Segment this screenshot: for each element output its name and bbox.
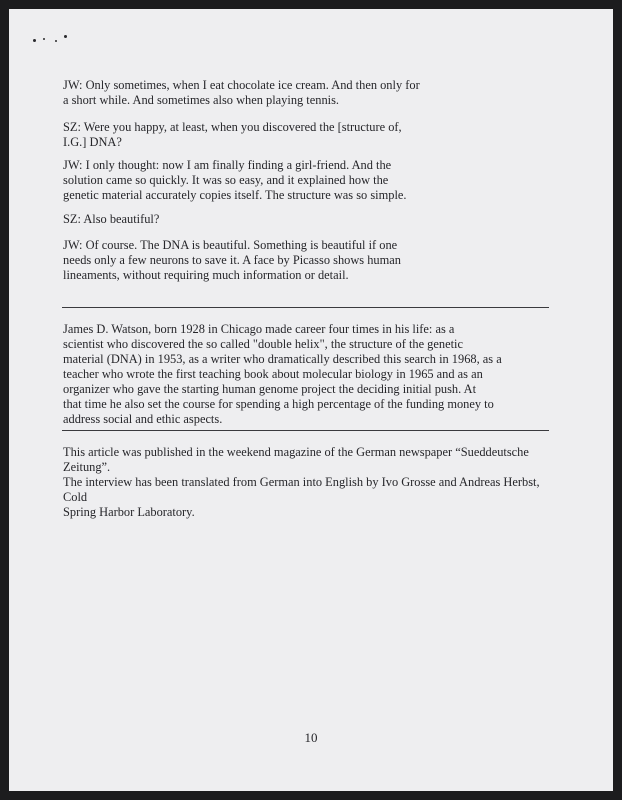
interview-paragraph: JW: Of course. The DNA is beautiful. Something is beautiful if one needs only a few neurons to save it. A face by Picasso shows human lineaments, without requiring much information or detail. [63, 238, 401, 282]
publication-note: This article was published in the weekend magazine of the German newspaper “Sueddeutsche Zeitung”. [63, 445, 529, 474]
interview-paragraph: JW: I only thought: now I am finally finding a girl-friend. And the solution came so quickly. It was so easy, and it explained how the genetic material accurately copies itself. The structure was so simple. [63, 158, 407, 202]
interview-paragraph: SZ: Also beautiful? [63, 212, 160, 226]
page-number: 10 [304, 730, 318, 745]
interview-paragraph: JW: Only sometimes, when I eat chocolate ice cream. And then only for a short while. And sometimes also when playing tennis. [63, 78, 420, 107]
translation-note: The interview has been translated from German into English by Ivo Grosse and Andreas Herbst, Cold Spring Harbor Laboratory. [63, 475, 540, 519]
divider-rule [62, 307, 549, 308]
interview-paragraph: SZ: Were you happy, at least, when you discovered the [structure of, I.G.] DNA? [63, 120, 402, 149]
document-page [9, 9, 613, 791]
divider-rule [62, 430, 549, 431]
bio-paragraph: James D. Watson, born 1928 in Chicago made career four times in his life: as a scientist who discovered the so called "double helix", the structure of the genetic material (DNA) in 1953, as a writer who dramatically described this search in 1968, as a teacher who wrote the first teaching book about molecular biology in 1965 and as an organizer who gave the starting human genome project the deciding initial push. At that time he also set the course for spending a high percentage of the funding money to address social and ethic aspects. [63, 322, 502, 426]
corner-marks [33, 33, 73, 45]
